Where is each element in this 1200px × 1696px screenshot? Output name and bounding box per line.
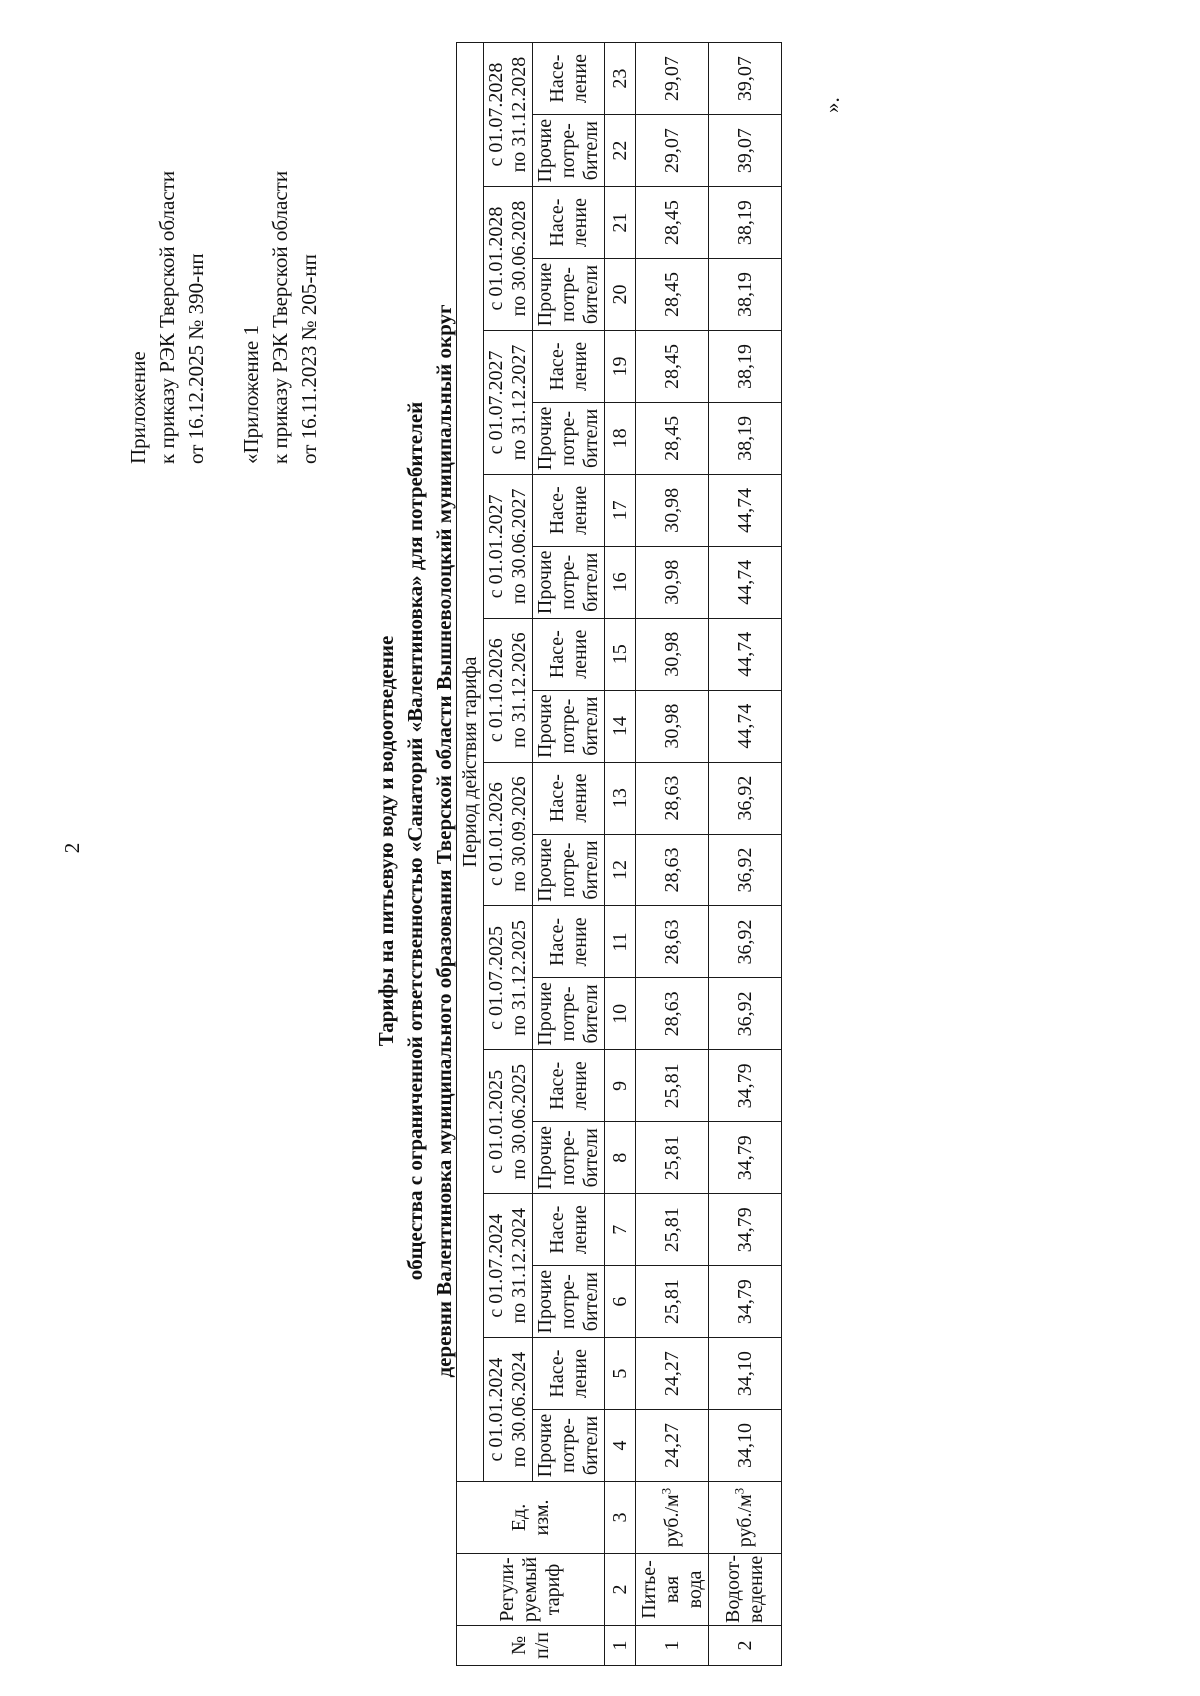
appendix-line: Приложение	[126, 351, 150, 464]
tariff-value-cell: 29,07	[636, 43, 709, 115]
subheader-other-consumers: Прочие потре-бители	[533, 978, 605, 1050]
tariff-value-cell: 36,92	[709, 978, 782, 1050]
tariff-value-cell: 28,45	[636, 402, 709, 474]
tariff-value-cell: 38,19	[709, 331, 782, 403]
period-header	[484, 1194, 533, 1338]
tariff-value-cell: 30,98	[636, 618, 709, 690]
title-line: Тарифы на питьевую воду и водоотведение	[374, 635, 398, 1047]
header-number-line: п/п	[530, 1632, 553, 1659]
column-number: 15	[605, 618, 636, 690]
column-number: 18	[605, 402, 636, 474]
row-number: 1	[636, 1626, 709, 1666]
tariff-value-cell: 44,74	[709, 474, 782, 546]
appendix-block	[124, 171, 324, 464]
tariff-value-cell: 25,81	[636, 1266, 709, 1338]
period-from: с 01.01.2028	[485, 206, 507, 311]
header-tariff: Регули-руемый тариф	[457, 1554, 605, 1626]
column-number: 7	[605, 1194, 636, 1266]
column-number: 8	[605, 1122, 636, 1194]
period-to: по 31.12.2025	[508, 920, 530, 1036]
tariff-value-cell: 24,27	[636, 1410, 709, 1482]
tariff-value-cell: 28,63	[636, 834, 709, 906]
subheader-other-consumers: Прочие потре-бители	[533, 402, 605, 474]
period-to: по 30.06.2028	[508, 200, 530, 317]
appendix-line: от 16.11.2023 № 205-нп	[297, 254, 321, 464]
tariff-value-cell: 39,07	[709, 43, 782, 115]
column-number: 16	[605, 546, 636, 618]
row-tariff-name: Питье-вая вода	[636, 1554, 709, 1626]
row-unit	[636, 1482, 709, 1554]
tariff-value-cell: 44,74	[709, 690, 782, 762]
tariff-value-cell: 25,81	[636, 1050, 709, 1122]
period-header	[484, 1338, 533, 1482]
subheader-other-consumers: Прочие потре-бители	[533, 1122, 605, 1194]
table-row	[709, 43, 782, 1666]
subheader-other-consumers: Прочие потре-бители	[533, 115, 605, 187]
column-number: 2	[605, 1554, 636, 1626]
period-to: по 31.12.2026	[508, 632, 530, 749]
tariff-value-cell: 28,63	[636, 762, 709, 834]
row-tariff-name: Водоот-ведение	[709, 1554, 782, 1626]
period-from: с 01.07.2024	[485, 1213, 507, 1318]
period-to: по 31.12.2028	[508, 56, 530, 173]
column-number: 10	[605, 978, 636, 1050]
appendix-line: «Приложение 1	[239, 325, 263, 464]
tariff-value-cell: 44,74	[709, 546, 782, 618]
column-number: 1	[605, 1626, 636, 1666]
column-number: 22	[605, 115, 636, 187]
subheader-other-consumers: Прочие потре-бители	[533, 1410, 605, 1482]
tariff-value-cell: 34,79	[709, 1050, 782, 1122]
period-to: по 30.09.2026	[508, 776, 530, 892]
column-number: 6	[605, 1266, 636, 1338]
period-from: с 01.01.2027	[485, 494, 507, 599]
title-line: деревни Валентиновка муниципального образования Тверской области Вышневолоцкий муниципальный округ	[432, 304, 456, 1378]
subheader-population: Насе-ление	[533, 618, 605, 690]
period-to: по 30.06.2027	[508, 488, 530, 605]
period-header	[484, 474, 533, 618]
period-header	[484, 331, 533, 475]
subheader-population: Насе-ление	[533, 187, 605, 259]
subheader-population: Насе-ление	[533, 1050, 605, 1122]
period-to: по 30.06.2024	[508, 1351, 530, 1468]
tariff-value-cell: 34,79	[709, 1266, 782, 1338]
tariff-value-cell: 38,19	[709, 259, 782, 331]
unit-superscript: 3	[657, 1487, 673, 1495]
closing-mark: ».	[820, 97, 844, 113]
subheader-population: Насе-ление	[533, 906, 605, 978]
unit-text: руб./м	[660, 1494, 683, 1548]
title-line: общества с ограниченной ответственностью «Санаторий «Валентиновка» для потребителей	[403, 401, 427, 1281]
column-number: 4	[605, 1410, 636, 1482]
subheader-population: Насе-ление	[533, 474, 605, 546]
period-to: по 30.06.2025	[508, 1063, 530, 1180]
tariff-value-cell: 36,92	[709, 834, 782, 906]
subheader-other-consumers: Прочие потре-бители	[533, 259, 605, 331]
period-from: с 01.01.2025	[485, 1069, 507, 1174]
tariff-value-cell: 39,07	[709, 115, 782, 187]
subheader-population: Насе-ление	[533, 1338, 605, 1410]
tariff-value-cell: 36,92	[709, 906, 782, 978]
tariff-value-cell: 30,98	[636, 474, 709, 546]
period-header	[484, 906, 533, 1050]
tariff-value-cell: 24,27	[636, 1338, 709, 1410]
table-row	[636, 43, 709, 1666]
period-header	[484, 618, 533, 762]
period-from: с 01.01.2026	[485, 782, 507, 887]
header-period: Период действия тарифа	[457, 43, 484, 1482]
tariff-value-cell: 36,92	[709, 762, 782, 834]
tariff-value-cell: 38,19	[709, 402, 782, 474]
period-header	[484, 187, 533, 331]
column-number: 12	[605, 834, 636, 906]
column-number: 17	[605, 474, 636, 546]
tariff-value-cell: 34,10	[709, 1410, 782, 1482]
period-header	[484, 43, 533, 187]
column-number: 3	[605, 1482, 636, 1554]
tariff-value-cell: 30,98	[636, 690, 709, 762]
subheader-population: Насе-ление	[533, 1194, 605, 1266]
period-header	[484, 762, 533, 906]
tariff-value-cell: 28,45	[636, 331, 709, 403]
period-from: с 01.01.2024	[485, 1357, 507, 1462]
unit-superscript: 3	[730, 1487, 746, 1495]
period-from: с 01.07.2027	[485, 350, 507, 455]
appendix-line: от 16.12.2025 № 390-нп	[184, 253, 208, 464]
tariff-value-cell: 28,45	[636, 259, 709, 331]
appendix-line: к приказу РЭК Тверской области	[268, 170, 292, 464]
column-number: 21	[605, 187, 636, 259]
tariff-value-cell: 34,79	[709, 1194, 782, 1266]
tariff-value-cell: 25,81	[636, 1194, 709, 1266]
document-title	[372, 156, 459, 1526]
header-number	[457, 1626, 605, 1666]
period-from: с 01.07.2028	[485, 62, 507, 167]
subheader-other-consumers: Прочие потре-бители	[533, 690, 605, 762]
unit-text: руб./м	[733, 1494, 756, 1548]
subheader-population: Насе-ление	[533, 331, 605, 403]
appendix-line: к приказу РЭК Тверской области	[155, 170, 179, 464]
subheader-population: Насе-ление	[533, 43, 605, 115]
column-number: 14	[605, 690, 636, 762]
tariff-value-cell: 34,10	[709, 1338, 782, 1410]
period-from: с 01.07.2025	[485, 926, 507, 1030]
column-number: 23	[605, 43, 636, 115]
subheader-other-consumers: Прочие потре-бители	[533, 834, 605, 906]
period-from: с 01.10.2026	[485, 638, 507, 743]
period-header	[484, 1050, 533, 1194]
column-number: 5	[605, 1338, 636, 1410]
row-unit	[709, 1482, 782, 1554]
subheader-other-consumers: Прочие потре-бители	[533, 546, 605, 618]
header-number-line: №	[507, 1635, 530, 1656]
tariff-table	[456, 42, 782, 1666]
tariff-value-cell: 29,07	[636, 115, 709, 187]
page-number: 2	[60, 842, 84, 854]
tariff-value-cell: 25,81	[636, 1122, 709, 1194]
subheader-other-consumers: Прочие потре-бители	[533, 1266, 605, 1338]
header-unit: Ед. изм.	[457, 1482, 605, 1554]
tariff-value-cell: 28,63	[636, 906, 709, 978]
column-number: 11	[605, 906, 636, 978]
column-number: 13	[605, 762, 636, 834]
tariff-value-cell: 30,98	[636, 546, 709, 618]
column-number: 19	[605, 331, 636, 403]
subheader-population: Насе-ление	[533, 762, 605, 834]
tariff-value-cell: 28,45	[636, 187, 709, 259]
tariff-value-cell: 34,79	[709, 1122, 782, 1194]
column-number: 20	[605, 259, 636, 331]
tariff-value-cell: 28,63	[636, 978, 709, 1050]
period-to: по 31.12.2024	[508, 1207, 530, 1324]
column-number: 9	[605, 1050, 636, 1122]
row-number: 2	[709, 1626, 782, 1666]
period-to: по 31.12.2027	[508, 344, 530, 461]
tariff-value-cell: 44,74	[709, 618, 782, 690]
tariff-value-cell: 38,19	[709, 187, 782, 259]
